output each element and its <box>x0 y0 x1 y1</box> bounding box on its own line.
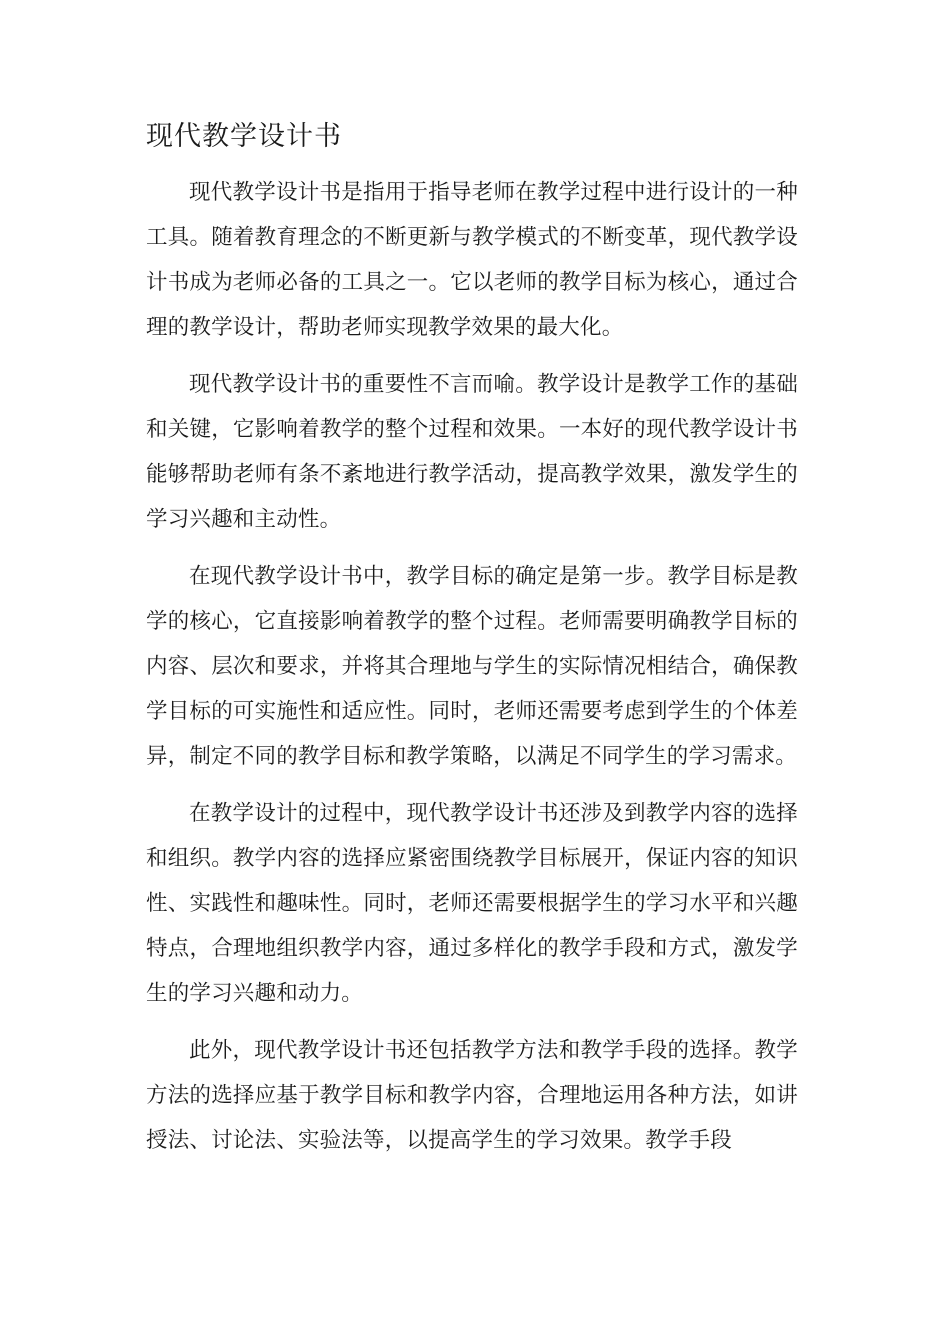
document-title: 现代教学设计书 <box>146 121 342 152</box>
paragraph-1: 现代教学设计书是指用于指导老师在教学过程中进行设计的一种工具。随着教育理念的不断更新与教学模式的不断变革，现代教学设计书成为老师必备的工具之一。它以老师的教学目标为核心，通过合理的教学设计，帮助老师实现教学效果的最大化。 <box>146 180 798 340</box>
document-page <box>146 112 798 1175</box>
paragraph-5: 此外，现代教学设计书还包括教学方法和教学手段的选择。教学方法的选择应基于教学目标和教学内容，合理地运用各种方法，如讲授法、讨论法、实验法等，以提高学生的学习效果。教学手段 <box>146 1038 798 1153</box>
paragraph-3: 在现代教学设计书中，教学目标的确定是第一步。教学目标是教学的核心，它直接影响着教学的整个过程。老师需要明确教学目标的内容、层次和要求，并将其合理地与学生的实际情况相结合，确保教学目标的可实施性和适应性。同时，老师还需要考虑到学生的个体差异，制定不同的教学目标和教学策略，以满足不同学生的学习需求。 <box>146 564 798 769</box>
paragraph-4: 在教学设计的过程中，现代教学设计书还涉及到教学内容的选择和组织。教学内容的选择应紧密围绕教学目标展开，保证内容的知识性、实践性和趣味性。同时，老师还需要根据学生的学习水平和兴趣特点，合理地组织教学内容，通过多样化的教学手段和方式，激发学生的学习兴趣和动力。 <box>146 801 798 1006</box>
paragraph-2: 现代教学设计书的重要性不言而喻。教学设计是教学工作的基础和关键，它影响着教学的整个过程和效果。一本好的现代教学设计书能够帮助老师有条不紊地进行教学活动，提高教学效果，激发学生的学习兴趣和主动性。 <box>146 372 798 532</box>
